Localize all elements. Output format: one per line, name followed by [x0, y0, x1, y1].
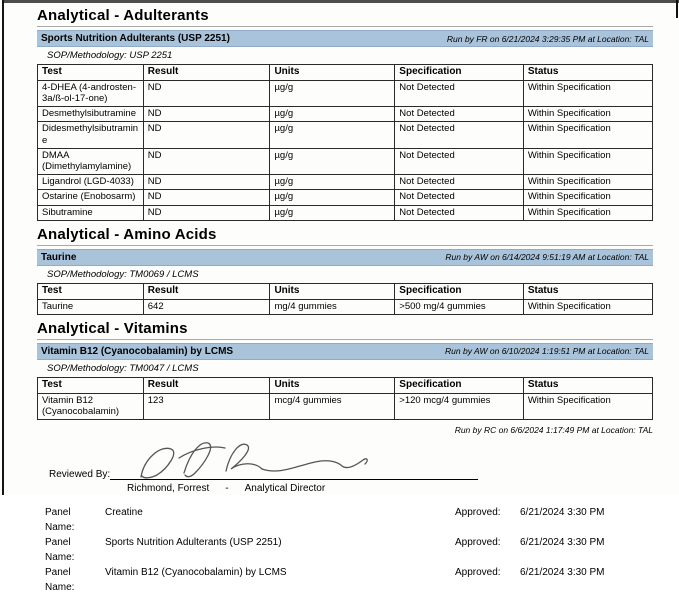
analysis-sections: [37, 6, 653, 420]
table-row: [38, 393, 653, 419]
panel-title: Taurine: [41, 251, 77, 263]
approved-label: Approved:: [455, 537, 501, 549]
run-by-text: Run by AW on 6/10/2024 1:19:51 PM at Location: TAL: [445, 346, 649, 357]
approved-label: Approved:: [455, 507, 501, 519]
table-cell: Not Detected: [395, 175, 524, 190]
table-cell: ND: [143, 190, 270, 205]
run-by-text: Run by AW on 6/14/2024 9:51:19 AM at Location: TAL: [445, 252, 649, 263]
table-cell: ND: [143, 205, 270, 220]
table-row: [38, 122, 653, 148]
table-cell: >120 mcg/4 gummies: [395, 393, 524, 419]
approved-label: Approved:: [455, 567, 501, 579]
sop-methodology-text: SOP/Methodology: TM0069 / LCMS: [47, 268, 199, 280]
panel-header-bar: [37, 30, 653, 47]
table-header-row: [38, 377, 653, 393]
table-cell: ND: [143, 107, 270, 122]
table-header-cell: Specification: [395, 65, 524, 81]
panel-name-label: Panel Name:: [45, 537, 75, 564]
table-cell: Taurine: [38, 299, 144, 314]
approved-date: 6/21/2024 3:30 PM: [520, 537, 605, 549]
reviewed-by-label: Reviewed By:: [49, 469, 111, 481]
results-table: [37, 377, 653, 420]
results-table: [37, 283, 653, 315]
table-cell: DMAA (Dimethylamylamine): [38, 148, 144, 174]
table-cell: 642: [143, 299, 270, 314]
panel-name-value: Sports Nutrition Adulterants (USP 2251): [105, 537, 282, 549]
table-cell: Vitamin B12 (Cyanocobalamin): [38, 393, 144, 419]
table-cell: Within Specification: [523, 80, 652, 106]
table-header-cell: Units: [270, 283, 395, 299]
table-row: [38, 107, 653, 122]
reviewer-name: Richmond, Forrest: [127, 483, 210, 495]
table-cell: Within Specification: [523, 107, 652, 122]
panel-title: Sports Nutrition Adulterants (USP 2251): [41, 33, 230, 44]
reviewer-title: Analytical Director: [244, 483, 326, 495]
table-cell: Within Specification: [523, 175, 652, 190]
panel-name-row: [37, 535, 653, 565]
table-cell: Not Detected: [395, 148, 524, 174]
table-cell: µg/g: [270, 122, 395, 148]
section-heading: Analytical - Vitamins: [37, 319, 653, 340]
analysis-section: [37, 319, 653, 420]
table-header-row: [38, 65, 653, 81]
table-row: [38, 190, 653, 205]
panel-name-row: [37, 565, 653, 595]
table-cell: Didesmethylsibutramine: [38, 122, 144, 148]
panel-name-value: Vitamin B12 (Cyanocobalamin) by LCMS: [105, 567, 287, 579]
table-cell: ND: [143, 175, 270, 190]
panel-name-value: Creatine: [105, 507, 143, 519]
panel-title: Vitamin B12 (Cyanocobalamin) by LCMS: [41, 345, 234, 357]
table-cell: Not Detected: [395, 205, 524, 220]
table-cell: Within Specification: [523, 148, 652, 174]
table-header-row: [38, 283, 653, 299]
table-header-cell: Result: [143, 65, 270, 81]
approved-date: 6/21/2024 3:30 PM: [520, 507, 605, 519]
table-header-cell: Status: [523, 283, 652, 299]
table-cell: Within Specification: [523, 205, 652, 220]
panel-approval-list: [37, 505, 653, 595]
analysis-section: [37, 225, 653, 315]
table-cell: µg/g: [270, 107, 395, 122]
table-cell: ND: [143, 80, 270, 106]
sop-methodology-text: SOP/Methodology: USP 2251: [47, 50, 173, 61]
table-header-cell: Specification: [395, 283, 524, 299]
table-row: [38, 299, 653, 314]
results-table: [37, 64, 653, 221]
table-header-cell: Units: [270, 65, 395, 81]
table-cell: Within Specification: [523, 393, 652, 419]
table-cell: Not Detected: [395, 107, 524, 122]
scan-artifact-right-edge: [676, 0, 678, 18]
table-row: [38, 148, 653, 174]
sop-methodology-text: SOP/Methodology: TM0047 / LCMS: [47, 362, 199, 374]
table-row: [38, 80, 653, 106]
table-header-cell: Units: [270, 377, 395, 393]
panel-name-row: [37, 505, 653, 535]
table-cell: µg/g: [270, 80, 395, 106]
table-cell: Desmethylsibutramine: [38, 107, 144, 122]
table-cell: Within Specification: [523, 122, 652, 148]
table-header-cell: Test: [38, 283, 144, 299]
section-heading: Analytical - Adulterants: [37, 6, 653, 27]
panel-header-bar: [37, 249, 653, 266]
table-header-cell: Result: [143, 377, 270, 393]
table-row: [38, 175, 653, 190]
table-header-cell: Result: [143, 283, 270, 299]
table-cell: Within Specification: [523, 299, 652, 314]
signature-block: [37, 467, 653, 494]
panel-name-label: Panel Name:: [45, 507, 75, 534]
table-cell: >500 mg/4 gummies: [395, 299, 524, 314]
table-cell: Ligandrol (LGD-4033): [38, 175, 144, 190]
table-cell: µg/g: [270, 205, 395, 220]
table-header-cell: Test: [38, 377, 144, 393]
table-row: [38, 205, 653, 220]
table-cell: µg/g: [270, 175, 395, 190]
scan-artifact-left-edge: [2, 0, 4, 495]
scan-artifact-top-edge: [2, 0, 679, 3]
reviewer-separator: -: [225, 483, 229, 495]
table-cell: µg/g: [270, 190, 395, 205]
table-header-cell: Test: [38, 65, 144, 81]
approved-date: 6/21/2024 3:30 PM: [520, 567, 605, 579]
panel-name-label: Panel Name:: [45, 567, 75, 594]
run-by-text: Run by FR on 6/21/2024 3:29:35 PM at Location: TAL: [446, 33, 649, 44]
table-header-cell: Status: [523, 65, 652, 81]
panel-header-bar: [37, 343, 653, 360]
table-header-cell: Status: [523, 377, 652, 393]
table-cell: Not Detected: [395, 122, 524, 148]
table-cell: ND: [143, 148, 270, 174]
table-cell: Not Detected: [395, 80, 524, 106]
table-cell: Not Detected: [395, 190, 524, 205]
table-cell: Within Specification: [523, 190, 652, 205]
section-heading: Analytical - Amino Acids: [37, 225, 653, 246]
document-content: [37, 4, 653, 595]
table-cell: Sibutramine: [38, 205, 144, 220]
table-header-cell: Specification: [395, 377, 524, 393]
run-by-footnote: Run by RC on 6/6/2024 1:17:49 PM at Location: TAL: [454, 425, 653, 436]
table-cell: Ostarine (Enobosarm): [38, 190, 144, 205]
table-cell: ND: [143, 122, 270, 148]
table-cell: mcg/4 gummies: [270, 393, 395, 419]
table-cell: mg/4 gummies: [270, 299, 395, 314]
table-cell: 4-DHEA (4-androsten-3a/ß-ol-17-one): [38, 80, 144, 106]
table-cell: µg/g: [270, 148, 395, 174]
analysis-section: [37, 6, 653, 221]
signature-image: [127, 431, 377, 489]
table-cell: 123: [143, 393, 270, 419]
